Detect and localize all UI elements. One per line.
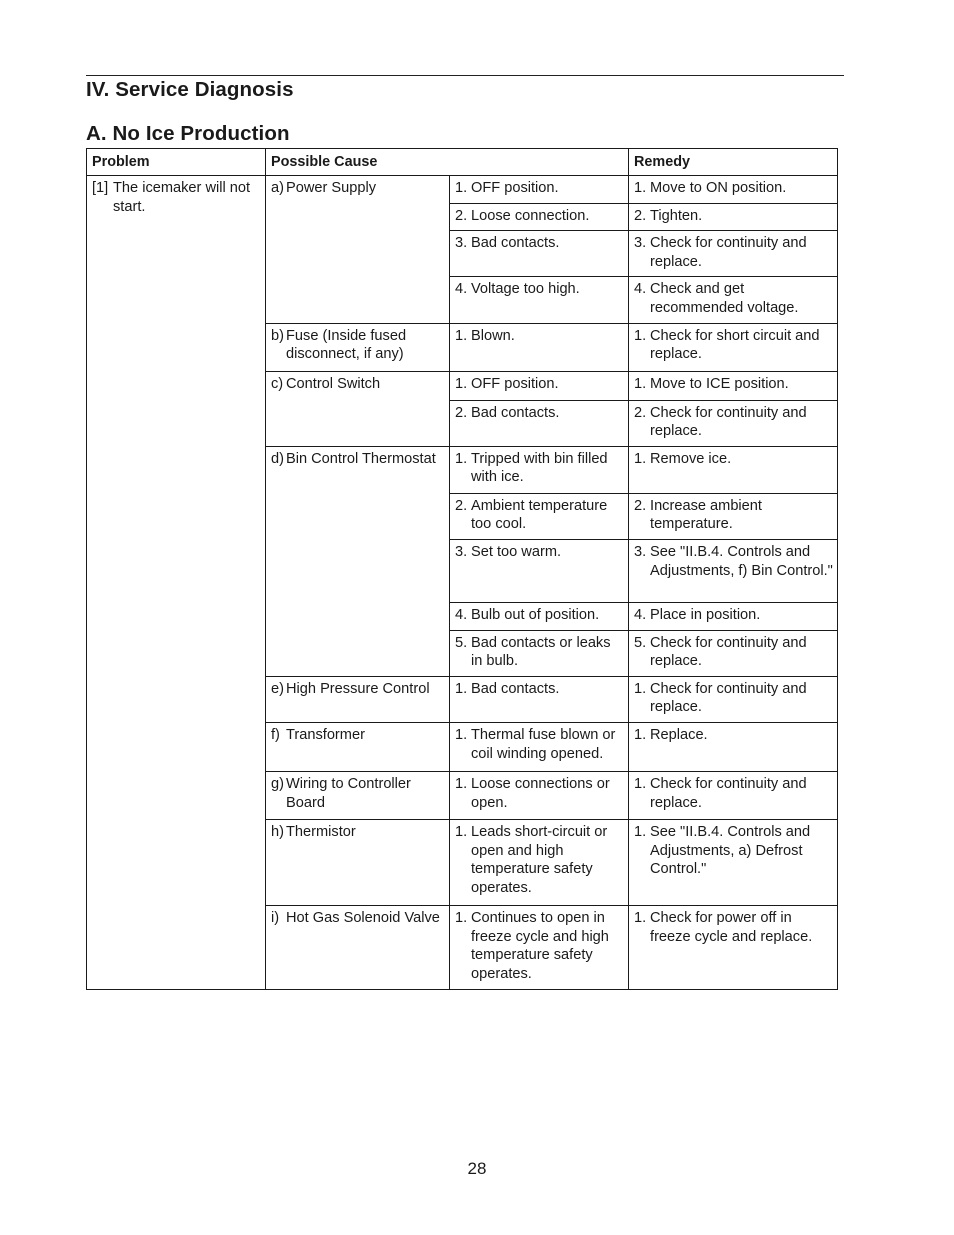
cause-detail (455, 450, 624, 487)
remedy (634, 726, 833, 745)
remedy (634, 179, 833, 198)
remedy (634, 207, 833, 226)
remedy-number: 1. (634, 775, 647, 792)
cause-detail (455, 634, 624, 671)
cause-category-number: f) (271, 726, 280, 743)
cause-category-cell (266, 446, 450, 676)
cause-category-cell (266, 371, 450, 446)
remedy-text: See "II.B.4. Controls and Adjustments, a) Defrost Control." (650, 823, 811, 878)
header-problem: Problem (87, 149, 266, 176)
cause-category-number: h) (271, 823, 284, 840)
cause-category-text: Control Switch (286, 375, 381, 392)
remedy-cell (629, 400, 838, 446)
cause-detail-cell (450, 493, 629, 539)
remedy (634, 497, 833, 534)
remedy-cell (629, 493, 838, 539)
cause-detail-cell (450, 771, 629, 819)
cause-detail-number: 3. (455, 543, 468, 560)
cause-detail-text: Blown. (471, 327, 515, 344)
remedy-number: 1. (634, 823, 647, 840)
remedy-number: 1. (634, 450, 647, 467)
cause-category-number: i) (271, 909, 280, 926)
diagnosis-body (87, 176, 838, 990)
cause-detail-text: Set too warm. (471, 543, 562, 560)
remedy (634, 823, 833, 879)
cause-detail-number: 1. (455, 775, 468, 792)
cause-category-text: Fuse (Inside fused disconnect, if any) (286, 327, 407, 363)
remedy-cell (629, 277, 838, 323)
cause-detail-cell (450, 203, 629, 231)
cause-detail-text: Continues to open in freeze cycle and high temperature safety operates. (471, 909, 609, 982)
remedy-text: Move to ICE position. (650, 375, 789, 392)
remedy-text: Check for continuity and replace. (650, 404, 807, 440)
cause-category (271, 450, 445, 469)
remedy-cell (629, 231, 838, 277)
cause-detail (455, 680, 624, 699)
cause-detail-text: Loose connections or open. (471, 775, 610, 811)
remedy-text: Tighten. (650, 207, 703, 224)
remedy-number: 3. (634, 235, 647, 252)
cause-detail-text: Voltage too high. (471, 281, 580, 298)
header-remedy: Remedy (629, 149, 838, 176)
cause-detail-cell (450, 539, 629, 602)
remedy (634, 327, 833, 364)
problem-cell (87, 176, 266, 990)
remedy-cell (629, 602, 838, 630)
remedy-text: Place in position. (650, 606, 761, 623)
cause-detail-text: OFF position. (471, 375, 559, 392)
cause-detail-number: 1. (455, 680, 468, 697)
subsection-title: A. No Ice Production (86, 122, 290, 145)
remedy-cell (629, 819, 838, 905)
cause-category-text: Transformer (286, 726, 365, 743)
remedy-cell (629, 676, 838, 722)
cause-category-number: b) (271, 327, 284, 344)
cause-category (271, 375, 445, 394)
cause-detail-text: Bulb out of position. (471, 606, 600, 623)
cause-category-cell (266, 771, 450, 819)
cause-detail-cell (450, 676, 629, 722)
cause-category (271, 726, 445, 745)
remedy-number: 2. (634, 207, 647, 224)
cause-detail-number: 3. (455, 235, 468, 252)
cause-category-text: Thermistor (286, 823, 356, 840)
remedy (634, 606, 833, 625)
cause-detail-number: 1. (455, 909, 468, 926)
cause-detail (455, 280, 624, 299)
cause-detail-cell (450, 446, 629, 493)
cause-detail-text: Leads short-circuit or open and high temperature safety operates. (471, 823, 608, 896)
diagnosis-table (86, 148, 838, 990)
cause-category (271, 680, 445, 699)
cause-detail-number: 1. (455, 327, 468, 344)
cause-detail-cell (450, 722, 629, 771)
cause-category-cell (266, 323, 450, 371)
cause-detail-number: 1. (455, 726, 468, 743)
cause-category-cell (266, 722, 450, 771)
header-possible-cause: Possible Cause (266, 149, 629, 176)
cause-category-number: d) (271, 450, 284, 467)
remedy-number: 1. (634, 180, 647, 196)
cause-detail (455, 234, 624, 253)
top-rule (86, 75, 844, 76)
cause-category-text: Bin Control Thermostat (286, 450, 436, 467)
remedy-number: 2. (634, 497, 647, 514)
cause-detail-number: 1. (455, 823, 468, 840)
cause-detail-cell (450, 277, 629, 323)
cause-detail-text: Bad contacts. (471, 680, 560, 697)
remedy-text: Check for continuity and replace. (650, 634, 807, 670)
cause-detail-text: Tripped with bin filled with ice. (471, 450, 608, 486)
remedy-number: 1. (634, 327, 647, 344)
remedy-number: 4. (634, 606, 647, 623)
cause-category-number: c) (271, 375, 284, 392)
cause-category-text: High Pressure Control (286, 680, 430, 697)
cause-detail (455, 207, 624, 226)
cause-detail (455, 543, 624, 562)
cause-detail-number: 1. (455, 375, 468, 392)
cause-detail (455, 775, 624, 812)
cause-detail-cell (450, 176, 629, 204)
remedy (634, 909, 833, 946)
remedy-number: 1. (634, 680, 647, 697)
table-row (87, 176, 838, 204)
cause-detail-cell (450, 371, 629, 400)
cause-category-cell (266, 819, 450, 905)
cause-category-number: g) (271, 775, 284, 792)
remedy (634, 280, 833, 317)
remedy-text: Check and get recommended voltage. (650, 281, 799, 316)
cause-category (271, 179, 445, 198)
remedy-number: 3. (634, 543, 647, 560)
cause-detail-cell (450, 630, 629, 676)
remedy-text: Check for short circuit and replace. (650, 327, 820, 363)
cause-category-text: Hot Gas Solenoid Valve (286, 909, 440, 926)
cause-detail-text: OFF position. (471, 180, 559, 196)
remedy-number: 4. (634, 281, 647, 298)
remedy-number: 5. (634, 634, 647, 651)
cause-detail (455, 606, 624, 625)
remedy (634, 404, 833, 441)
cause-detail (455, 179, 624, 198)
remedy (634, 234, 833, 271)
cause-category (271, 823, 445, 842)
remedy-text: Check for continuity and replace. (650, 235, 807, 270)
header-row (87, 149, 838, 176)
remedy (634, 450, 833, 469)
remedy-cell (629, 323, 838, 371)
cause-category-text: Power Supply (286, 180, 377, 196)
cause-detail-cell (450, 323, 629, 371)
remedy-number: 1. (634, 909, 647, 926)
cause-detail-cell (450, 905, 629, 989)
remedy-cell (629, 771, 838, 819)
remedy-cell (629, 539, 838, 602)
remedy (634, 375, 833, 394)
cause-category-number: e) (271, 680, 284, 697)
remedy-cell (629, 176, 838, 204)
cause-category-number: a) (271, 180, 284, 196)
cause-detail-text: Bad contacts. (471, 404, 560, 421)
cause-detail-cell (450, 231, 629, 277)
remedy-cell (629, 905, 838, 989)
remedy-cell (629, 371, 838, 400)
cause-detail-number: 1. (455, 450, 468, 467)
cause-detail (455, 404, 624, 423)
page-number: 28 (467, 1159, 487, 1178)
remedy (634, 775, 833, 812)
cause-detail (455, 909, 624, 983)
remedy-text: Remove ice. (650, 450, 732, 467)
remedy-text: Replace. (650, 726, 708, 743)
remedy-number: 1. (634, 375, 647, 392)
remedy-cell (629, 203, 838, 231)
cause-detail-text: Bad contacts or leaks in bulb. (471, 634, 611, 670)
cause-category (271, 327, 445, 364)
cause-detail-number: 4. (455, 606, 468, 623)
remedy-number: 2. (634, 404, 647, 421)
cause-detail-cell (450, 400, 629, 446)
cause-detail-cell (450, 819, 629, 905)
remedy-text: See "II.B.4. Controls and Adjustments, f) Bin Control." (650, 543, 833, 579)
cause-detail (455, 327, 624, 346)
cause-detail-text: Loose connection. (471, 207, 590, 224)
remedy (634, 634, 833, 671)
cause-category-cell (266, 905, 450, 989)
section-title: IV. Service Diagnosis (86, 78, 294, 101)
cause-detail (455, 375, 624, 394)
cause-category (271, 775, 445, 812)
problem (92, 179, 261, 216)
cause-category-cell (266, 176, 450, 324)
remedy-cell (629, 630, 838, 676)
cause-detail-cell (450, 602, 629, 630)
remedy (634, 680, 833, 717)
cause-detail (455, 497, 624, 534)
cause-detail-text: Ambient temperature too cool. (471, 497, 608, 533)
cause-detail-text: Bad contacts. (471, 235, 560, 252)
cause-detail (455, 726, 624, 763)
cause-detail (455, 823, 624, 897)
cause-category (271, 909, 445, 928)
problem-text: The icemaker will not start. (113, 180, 251, 215)
remedy-cell (629, 722, 838, 771)
cause-detail-number: 1. (455, 180, 468, 196)
remedy-number: 1. (634, 726, 647, 743)
cause-detail-number: 2. (455, 207, 468, 224)
remedy-text: Check for continuity and replace. (650, 680, 807, 716)
cause-detail-number: 5. (455, 634, 468, 651)
remedy-text: Move to ON position. (650, 180, 787, 196)
cause-detail-text: Thermal fuse blown or coil winding opened. (471, 726, 616, 762)
remedy (634, 543, 833, 580)
remedy-text: Increase ambient temperature. (650, 497, 762, 533)
problem-number: [1] (92, 180, 109, 196)
remedy-text: Check for continuity and replace. (650, 775, 807, 811)
cause-detail-number: 4. (455, 281, 468, 298)
cause-category-cell (266, 676, 450, 722)
cause-detail-number: 2. (455, 404, 468, 421)
cause-detail-number: 2. (455, 497, 468, 514)
cause-category-text: Wiring to Controller Board (286, 775, 411, 811)
remedy-cell (629, 446, 838, 493)
remedy-text: Check for power off in freeze cycle and replace. (650, 909, 813, 945)
